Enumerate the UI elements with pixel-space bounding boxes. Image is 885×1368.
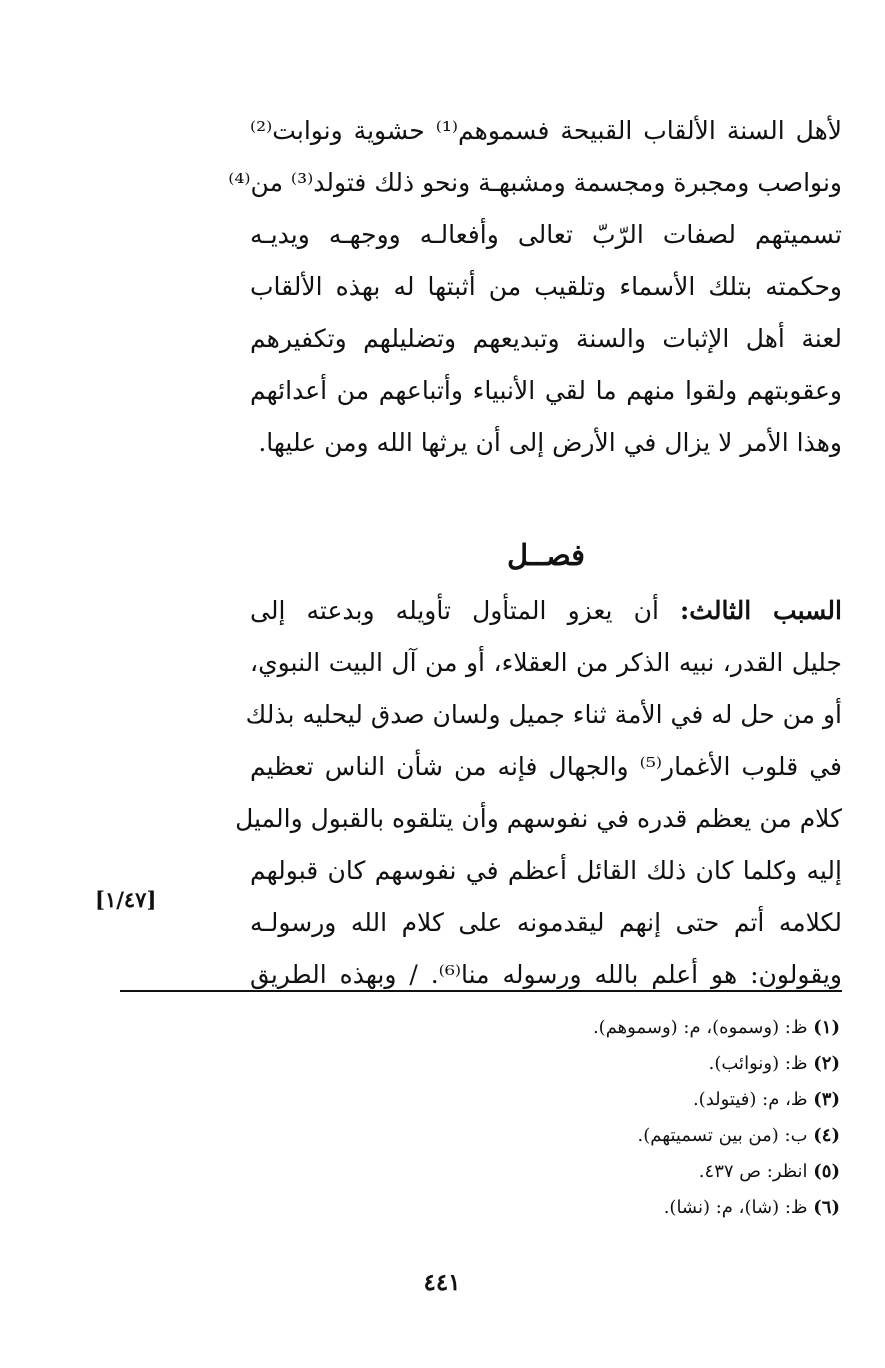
text-line: إليه وكلما كان ذلك القائل أعظم في نفوسهم كان قبولهم bbox=[250, 856, 842, 885]
footnotes bbox=[300, 1010, 840, 1226]
text-line-last: وهذا الأمر لا يزال في الأرض إلى أن يرثها الله ومن عليها. bbox=[258, 428, 842, 457]
text-line: تسميتهم لصفات الرّبّ تعالى وأفعالـه ووجهـه ويديـه bbox=[250, 220, 842, 249]
text-line: ونواصب ومجبرة ومجسمة ومشبهـة ونحو ذلك فتولد⁽³⁾ من⁽⁴⁾ bbox=[228, 168, 842, 197]
text-line: ويقولون: هو أعلم بالله ورسوله منا⁽⁶⁾. / وبهذه الطريق bbox=[250, 960, 842, 989]
footnote-text: ظ: (ونوائب). bbox=[708, 1053, 808, 1074]
footnote-divider bbox=[120, 990, 842, 992]
footnote-number: (٣) bbox=[813, 1089, 840, 1110]
text-line: وعقوبتهم ولقوا منهم ما لقي الأنبياء وأتباعهم من أعدائهم bbox=[250, 376, 842, 405]
footnote-number: (٤) bbox=[813, 1125, 840, 1146]
text-line-first bbox=[250, 585, 842, 637]
section-gap bbox=[250, 469, 842, 525]
footnote-text: ظ: (وسموه)، م: (وسموهم). bbox=[592, 1017, 808, 1038]
text-line: جليل القدر، نبيه الذكر من العقلاء، أو من آل البيت النبوي، bbox=[250, 648, 842, 677]
text-line: في قلوب الأغمار⁽⁵⁾ والجهال فإنه من شأن الناس تعظيم bbox=[250, 752, 843, 781]
footnote bbox=[300, 1190, 840, 1226]
footnote bbox=[300, 1082, 840, 1118]
text-line: كلام من يعظم قدره في نفوسهم وأن يتلقوه بالقبول والميل bbox=[235, 804, 842, 833]
footnote-text: انظر: ص ٤٣٧. bbox=[698, 1161, 808, 1182]
manuscript-folio-reference: [١/٤٧] bbox=[95, 887, 157, 912]
section-lead: السبب الثالث: bbox=[680, 596, 843, 625]
footnote-text: ظ، م: (فيتولد). bbox=[692, 1089, 808, 1110]
section-heading: فصــل bbox=[507, 538, 585, 572]
text-line: لعنة أهل الإثبات والسنة وتبديعهم وتضليلهم وتكفيرهم bbox=[250, 324, 842, 353]
footnote-text: ب: (من بين تسميتهم). bbox=[637, 1125, 808, 1146]
footnote bbox=[300, 1046, 840, 1082]
text-line: لأهل السنة الألقاب القبيحة فسموهم⁽¹⁾ حشوية ونوابت⁽²⁾ bbox=[250, 116, 843, 145]
footnote-number: (١) bbox=[813, 1017, 840, 1038]
footnote bbox=[300, 1010, 840, 1046]
footnote bbox=[300, 1118, 840, 1154]
text-line: أو من حل له في الأمة ثناء جميل ولسان صدق ليحليه بذلك bbox=[245, 700, 842, 729]
footnote-number: (٦) bbox=[813, 1197, 840, 1218]
page-number: ٤٤١ bbox=[423, 1269, 461, 1296]
footnote-number: (٢) bbox=[813, 1053, 840, 1074]
text-run: أن يعزو المتأول تأويله وبدعته إلى bbox=[250, 596, 681, 625]
footnote-number: (٥) bbox=[813, 1161, 840, 1182]
footnote-text: ظ: (شا)، م: (نشا). bbox=[663, 1197, 808, 1218]
footnote bbox=[300, 1154, 840, 1190]
main-text bbox=[228, 105, 843, 1001]
text-line: وحكمته بتلك الأسماء وتلقيب من أثبتها له بهذه الألقاب bbox=[250, 272, 842, 301]
text-line: لكلامه أتم حتى إنهم ليقدمونه على كلام الله ورسولـه bbox=[250, 908, 842, 937]
